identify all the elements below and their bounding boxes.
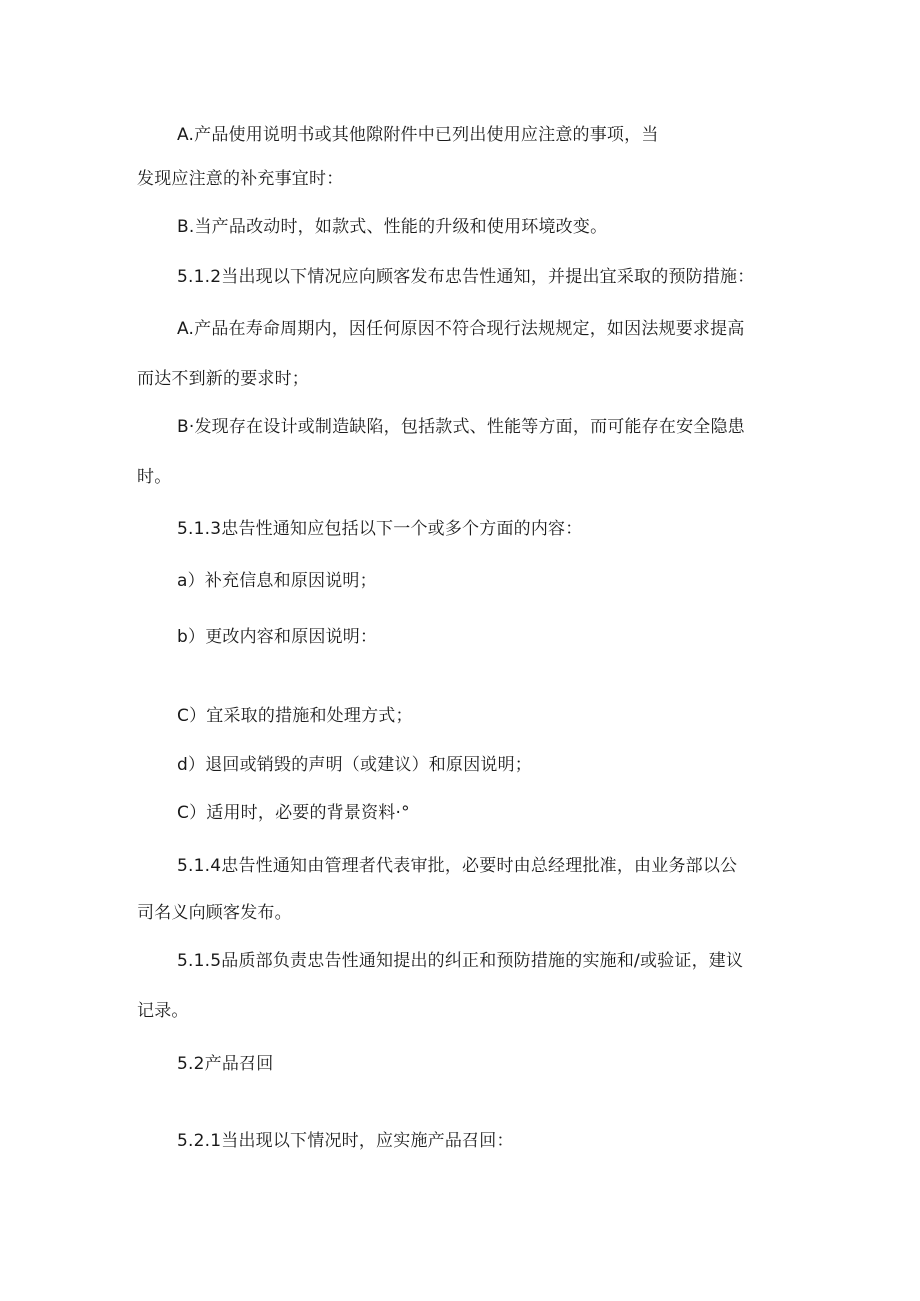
list-item-b: b）更改内容和原因说明： <box>177 627 378 647</box>
clause-5-1-2-b-line-1: B·发现存在设计或制造缺陷，包括款式、性能等方面，而可能存在安全隐患 <box>177 417 745 437</box>
section-5-2-heading: 5.2产品召回 <box>177 1054 274 1074</box>
para-a-line-2: 发现应注意的补充事宜时： <box>137 169 344 189</box>
clause-5-1-2-a-line-2: 而达不到新的要求时； <box>137 369 309 389</box>
list-item-a: a）补充信息和原因说明； <box>177 571 377 591</box>
clause-5-1-4-line-1: 5.1.4忠告性通知由管理者代表审批，必要时由总经理批准，由业务部以公 <box>177 856 738 876</box>
list-item-e: C）适用时，必要的背景资料·° <box>177 803 410 823</box>
clause-5-1-2: 5.1.2当出现以下情况应向顾客发布忠告性通知，并提出宜采取的预防措施： <box>177 267 755 287</box>
clause-5-1-5-line-2: 记录。 <box>137 1001 189 1021</box>
clause-5-1-3: 5.1.3忠告性通知应包括以下一个或多个方面的内容： <box>177 519 583 539</box>
clause-5-1-2-a-line-1: A.产品在寿命周期内，因任何原因不符合现行法规规定，如因法规要求提高 <box>177 319 745 339</box>
clause-5-2-1: 5.2.1当出现以下情况时，应实施产品召回： <box>177 1131 514 1151</box>
para-b: B.当产品改动时，如款式、性能的升级和使用环境改变。 <box>177 217 608 237</box>
para-a-line-1: A.产品使用说明书或其他隙附件中已列出使用应注意的事项，当 <box>177 125 659 145</box>
list-item-c: C）宜采取的措施和处理方式； <box>177 706 413 726</box>
clause-5-1-5-line-1: 5.1.5品质部负责忠告性通知提出的纠正和预防措施的实施和/或验证，建议 <box>177 951 744 971</box>
clause-5-1-2-b-line-2: 时。 <box>137 467 172 487</box>
list-item-d: d）退回或销毁的声明（或建议）和原因说明； <box>177 755 532 775</box>
clause-5-1-4-line-2: 司名义向顾客发布。 <box>137 903 292 923</box>
